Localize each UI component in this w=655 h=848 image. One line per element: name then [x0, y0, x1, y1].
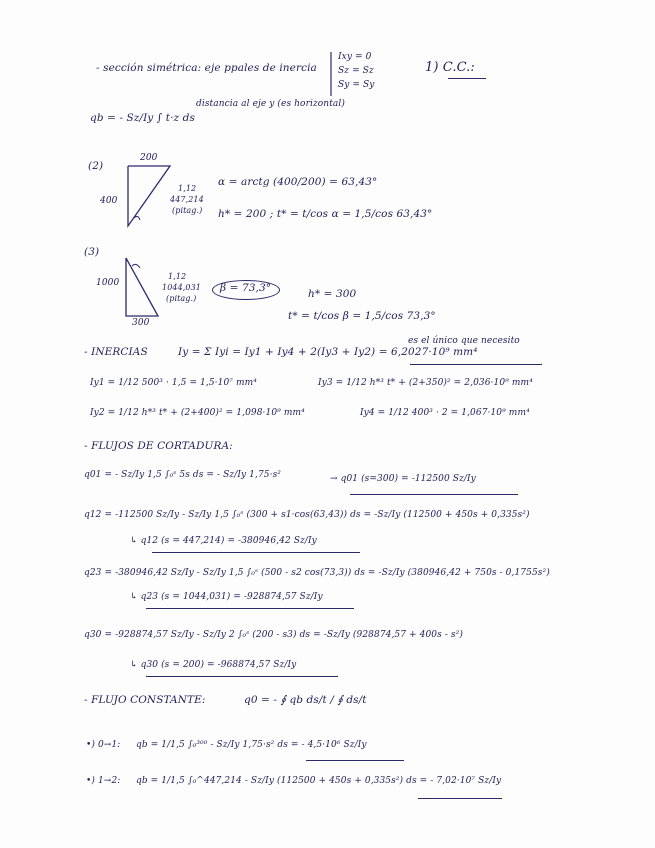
q30-result-underline	[146, 676, 338, 677]
symmetry-bracket	[328, 52, 334, 98]
constant-flow-heading: - FLUJO CONSTANTE:	[84, 694, 206, 706]
inertia-iy1: Iy1 = 1/12 500³ · 1,5 = 1,5·10⁷ mm⁴	[90, 378, 257, 388]
q30-result: ↳ q30 (s = 200) = -968874,57 Sz/Iy	[130, 660, 297, 670]
figure-2-top-dimension: 200	[140, 153, 158, 163]
q12-result-underline	[152, 552, 360, 553]
figure-3-bottom-dimension: 300	[132, 318, 150, 328]
inertia-main-equation: Iy = Σ Iyi = Iy1 + Iy4 + 2(Iy3 + Iy2) = 6,2027·10⁹ mm⁴	[178, 346, 478, 358]
figure-3-hyp-thickness: 1,12	[168, 272, 187, 281]
part-1-2-label: •) 1→2:	[86, 776, 121, 786]
shear-flow-heading: - FLUJOS DE CORTADURA:	[84, 440, 233, 452]
figure-3-number: (3)	[84, 246, 100, 258]
inertia-iy2: Iy2 = 1/12 h*³ t* + (2+400)² = 1,098·10⁹ mm⁴	[90, 408, 305, 418]
part-1-2-underline	[418, 798, 502, 799]
symmetry-condition-2: Sz = Sz	[338, 66, 374, 76]
q01-result-underline	[350, 494, 518, 495]
figure-2-hyp-length: 447,214	[170, 195, 204, 204]
q01-result: → q01 (s=300) = -112500 Sz/Iy	[330, 474, 476, 484]
q12-equation: q12 = -112500 Sz/Iy - Sz/Iy 1,5 ∫₀ˢ (300 + s1·cos(63,43)) ds = -Sz/Iy (112500 + 450s + 0,335s²)	[84, 510, 530, 520]
figure-2-number: (2)	[88, 160, 104, 172]
figure-2-left-dimension: 400	[100, 196, 118, 206]
figure-2-hyp-note: (pitag.)	[172, 206, 203, 215]
q30-equation: q30 = -928874,57 Sz/Iy - Sz/Iy 2 ∫₀ˢ (200 - s3) ds = -Sz/Iy (928874,57 + 400s - s²)	[84, 630, 463, 640]
figure-3-hyp-length: 1044,031	[162, 283, 201, 292]
fig2-h-t-equation: h* = 200 ; t* = t/cos α = 1,5/cos 63,43°	[218, 208, 433, 220]
q-base-formula: qb = - Sz/Iy ∫ t·z ds	[90, 112, 195, 124]
q23-equation: q23 = -380946,42 Sz/Iy - Sz/Iy 1,5 ∫₀ˢ (500 - s2 cos(73,3)) ds = -Sz/Iy (380946,42 + 750s - 0,1755s²)	[84, 568, 550, 578]
inertia-heading: - INERCIAS	[84, 346, 148, 358]
alpha-equation: α = arctg (400/200) = 63,43°	[218, 176, 378, 188]
figure-2-hyp-thickness: 1,12	[178, 184, 197, 193]
part-0-1-equation: qb = 1/1,5 ∫₀³⁰⁰ - Sz/Iy 1,75·s² ds = - 4,5·10⁶ Sz/Iy	[136, 740, 367, 750]
intro-line: - sección simétrica: eje ppales de inercia	[96, 62, 317, 74]
inertia-result-underline	[410, 364, 542, 365]
inertia-iy4: Iy4 = 1/12 400³ · 2 = 1,067·10⁹ mm⁴	[360, 408, 530, 418]
inertia-annotation: es el único que necesito	[408, 336, 520, 346]
part-1-2-equation: qb = 1/1,5 ∫₀^447,214 - Sz/Iy (112500 + 450s + 0,335s²) ds = - 7,02·10⁷ Sz/Iy	[136, 776, 502, 786]
part-0-1-underline	[306, 760, 404, 761]
fig3-h-equation: h* = 300	[308, 288, 357, 300]
q01-equation: q01 = - Sz/Iy 1,5 ∫₀ˢ 5s ds = - Sz/Iy 1,75·s²	[84, 470, 281, 480]
fig3-t-equation: t* = t/cos β = 1,5/cos 73,3°	[288, 310, 436, 322]
inertia-iy3: Iy3 = 1/12 h*³ t* + (2+350)² = 2,036·10⁹ mm⁴	[318, 378, 533, 388]
part-0-1-label: •) 0→1:	[86, 740, 121, 750]
beta-equation: β = 73,3°	[220, 282, 272, 294]
figure-3-left-dimension: 1000	[96, 278, 120, 288]
cc-label: 1) C.C.:	[425, 60, 475, 75]
q12-result: ↳ q12 (s = 447,214) = -380946,42 Sz/Iy	[130, 536, 317, 546]
symmetry-condition-3: Sy = Sy	[338, 80, 375, 90]
symmetry-condition-1: Ixy = 0	[338, 52, 372, 62]
q23-result: ↳ q23 (s = 1044,031) = -928874,57 Sz/Iy	[130, 592, 323, 602]
cc-underline	[448, 78, 486, 79]
q23-result-underline	[146, 608, 354, 609]
distance-note: distancia al eje y (es horizontal)	[196, 99, 345, 109]
constant-flow-formula: q0 = - ∮ qb ds/t / ∮ ds/t	[244, 694, 367, 706]
figure-3-hyp-note: (pitag.)	[166, 294, 197, 303]
